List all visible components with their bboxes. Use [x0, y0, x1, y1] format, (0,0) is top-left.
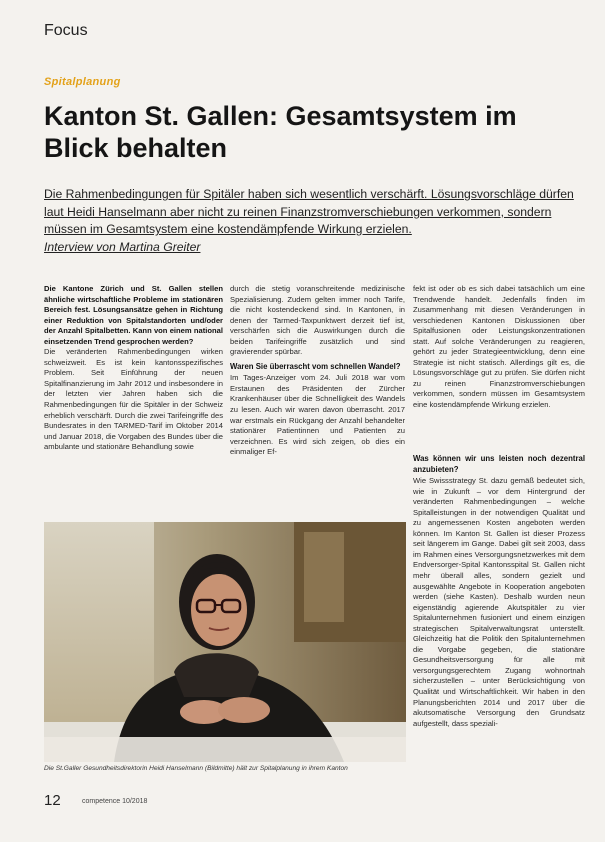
- col3-text-1: fekt ist oder ob es sich dabei tatsächlich um eine Trendwende handelt. Jedenfalls finden im Zusammenhang mit diesen Veränderungen in verschiedenen Kantonen Diskussionen über Spitalfusionen oder Leistungskonzentrationen statt. Auf solche Veränderungen zu reagieren, gehört zu jeder Strategieentwicklung, denn eine Strategie ist nicht statisch. Allerdings gilt es, die Lösungsvorschläge gut zu prüfen. Sie dürfen nicht zu reinen Finanzstromverschiebungen verkommen, sondern müssen im Gesamtsystem eine kostendämpfende Wirkung erzielen.: [413, 284, 585, 410]
- kicker: Spitalplanung: [44, 76, 121, 88]
- col3-text-2: Wie Swissstrategy St. dazu gemäß bedeutet sich, wie in Zukunft – vor dem Hintergrund der veränderten Rahmenbedingungen – welche Spitalleistungen in der notwendigen Qualität und zu angemessenen Kosten angeboten werden können. Im Kanton St. Gallen ist dieser Prozess seit längerem im Gange. Dabei gilt seit 2003, dass im Rahmen eines Versorgungsnetzwerkes mit dem Endversorger-Spital Kantonsspital St. Gallen nicht mehr überall alles, sondern gezielt und ausgewählte Angebote in Kooperation angeboten werden (siehe Kasten). Deshalb wurden neun eigenständig agierende Akutspitäler zu vier Spitalunternehmen fusioniert und einem einzigen strategischen Spitalverwaltungsrat unterstellt. Gleichzeitig hat die Politik den Spitalunternehmen die Vorgabe gegeben, die stationäre Gesundheitsversorgung für alle mit versorgungsgerechtem Zugang wohnortnah sicherzustellen – unter Berücksichtigung von Qualität und Wirtschaftlichkeit. Wir haben in den Planungsberichten 2014 und 2017 über die akutsomatische Versorgung den Grundsatz aufgestellt, dass speziali-: [413, 476, 585, 728]
- column-2: [230, 284, 405, 458]
- lead-paragraph: [44, 186, 584, 256]
- portrait-illustration: [44, 522, 406, 762]
- lead-text: Die Rahmenbedingungen für Spitäler haben sich wesentlich verschärft. Lösungsvorschläge dürfen laut Heidi Hanselmann aber nicht zu reinen Finanzstromverschiebungen verkommen, sondern müssen im Gesamtsystem eine kostendämpfende Wirkung erzielen.: [44, 187, 574, 236]
- magazine-issue: competence 10/2018: [82, 798, 148, 805]
- column-3: [413, 284, 585, 411]
- col2-text-2: Im Tages-Anzeiger vom 24. Juli 2018 war vom Erstaunen des Präsidenten der Zürcher Krankenhäuser über die Schnelligkeit des Wandels zu lesen. Auch wir waren davon überrascht. 2017 war erstmals ein Rückgang der Anzahl behandelter stationärer Patientinnen und Patienten zu verzeichnen. Es wird sich zeigen, ob dies ein einmaliger Ef-: [230, 373, 405, 457]
- answer-1: Die veränderten Rahmenbedingungen wirken schweizweit. Es ist kein kantonsspezifisches Problem. Seit Einführung der neuen Spitalfinanzierung im Jahr 2012 und insbesondere in der letzten vier Jahren haben sich die Rahmenbedingungen für die Spitäler in der Schweiz erheblich verschärft. Durch die zwei Tarifeingriffe des Bundesrates in den TARMED-Tarif im Oktober 2014 und Januar 2018, die Vorgaben des Bundes über die ambulante und stationäre Behandlung sowie: [44, 347, 223, 452]
- question-1: Die Kantone Zürich und St. Gallen stellen ähnliche wirtschaftliche Probleme im stationären Bereich fest. Lösungsansätze gehen in Richtung einer Reduktion von Spitalstandorten und/oder der Anzahl Spitalbetten. Kann von einem national einsetzenden Trend gesprochen werden?: [44, 284, 223, 346]
- section-label: Focus: [44, 22, 88, 39]
- column-3-lower: [413, 450, 585, 729]
- page-number: 12: [44, 792, 61, 809]
- interview-photo: [44, 522, 406, 762]
- question-2: Waren Sie überrascht vom schnellen Wandel?: [230, 361, 401, 371]
- column-1: [44, 284, 223, 453]
- byline: Interview von Martina Greiter: [44, 239, 201, 254]
- col2-text-1: durch die stetig voranschreitende medizinische Spezialisierung. Zudem gelten immer noch Tarife, die nicht kostendeckend sind. In Kantonen, in denen der Tarmed-Taxpunktwert derzeit tief ist, verschärfen sich die Auswirkungen durch die beiden Tarifeingriffe zusätzlich und sind gravierender spürbar.: [230, 284, 405, 357]
- photo-caption: Die St.Galler Gesundheitsdirektorin Heidi Hanselmann (Bildmitte) hält zur Spitalplanung in ihrem Kanton: [44, 765, 348, 772]
- headline: Kanton St. Gallen: Gesamtsystem im Blick behalten: [44, 101, 517, 163]
- question-3: Was können wir uns leisten noch dezentral anzubieten?: [413, 454, 585, 474]
